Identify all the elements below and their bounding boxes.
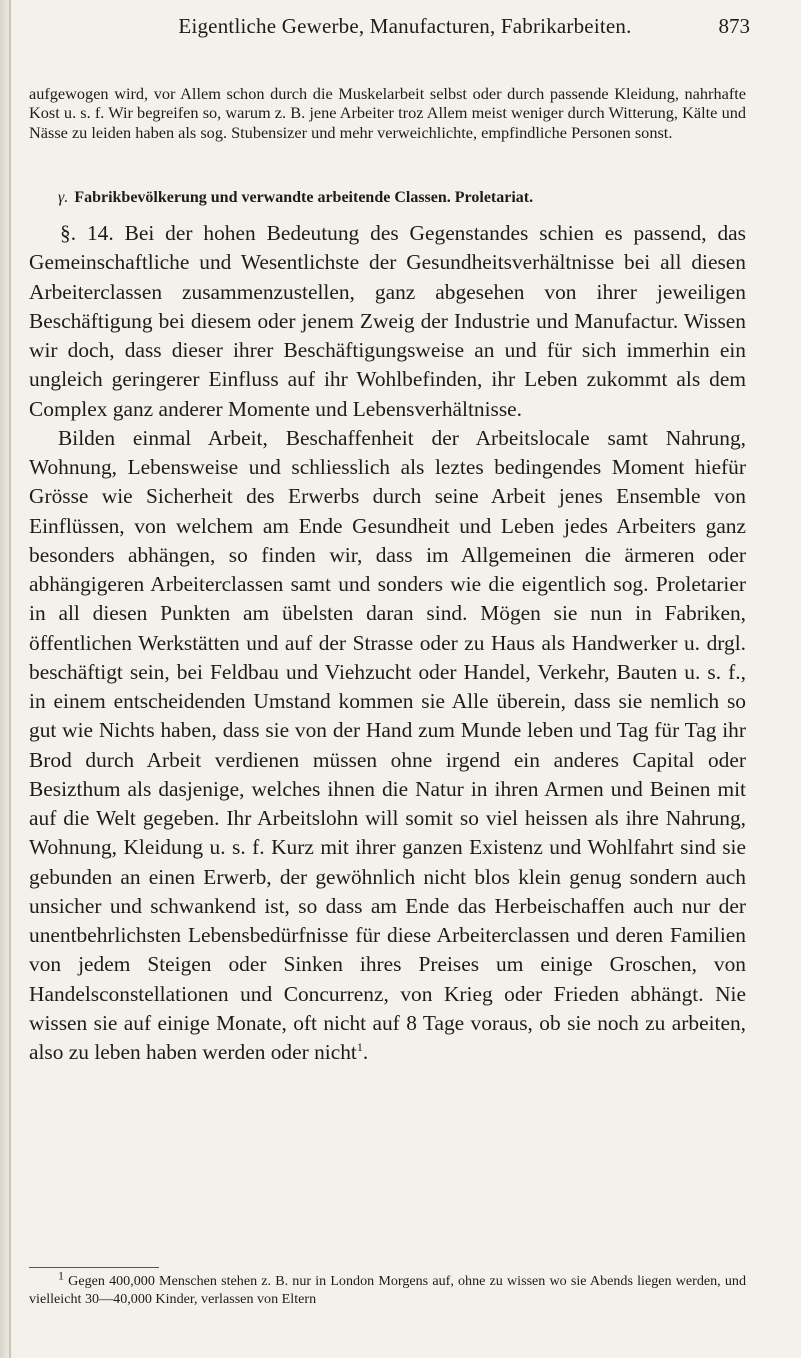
section-marker: γ. xyxy=(58,189,69,206)
running-head: Eigentliche Gewerbe, Manufacturen, Fabrikarbeiten. xyxy=(178,14,632,38)
paragraph-14: §. 14. Bei der hohen Bedeutung des Gegenstandes schien es passend, das Gemeinschaftliche und Wesentlichste der Gesundheitsverhältnisse bei all diesen Arbeiterclassen zusammenzustellen, ganz abgesehen von ihrer jeweiligen Beschäftigung bei diesem oder jenem Zweig der Industrie und Manufactur. Wissen wir doch, dass dieser ihrer Beschäftigungsweise an und für sich immerhin ein ungleich geringerer Einfluss auf ihr Wohlbefinden, ihr Leben zukommt als dem Complex ganz anderer Momente und Lebensverhältnisse. xyxy=(29,221,746,421)
footnote-text: Gegen 400,000 Menschen stehen z. B. nur in London Morgens auf, ohne zu wissen wo sie Abends liegen werden, und vielleicht 30—40,000 Kinder, verlassen von Eltern xyxy=(29,1273,746,1308)
footnote-number: 1 xyxy=(58,1268,64,1283)
intro-paragraph: aufgewogen wird, vor Allem schon durch die Muskelarbeit selbst oder durch passende Kleidung, nahrhafte Kost u. s. f. Wir begreifen so, warum z. B. jene Arbeiter troz Allem meist weniger durch Witterung, Kälte und Nässe zu leiden haben als sog. Stubensizer und mehr verweichlichte, empfindliche Personen sonst. xyxy=(29,84,746,142)
page-header xyxy=(60,14,750,54)
binding-edge xyxy=(9,0,11,1358)
footnote xyxy=(29,1268,746,1308)
footnote-divider xyxy=(29,1267,159,1268)
paragraph-continuation: Bilden einmal Arbeit, Beschaffenheit der Arbeitslocale samt Nahrung, Wohnung, Lebensweise und schliesslich als leztes bedingendes Moment hiefür Grösse wie Sicherheit des Erwerbs durch seine Arbeit jenes Ensemble von Einflüssen, von welchem am Ende Gesundheit und Leben jedes Arbeiters ganz besonders abhängen, so finden wir, dass im Allgemeinen die ärmeren oder abhängigeren Arbeiterclassen samt und sonders wie die eigentlich sog. Proletarier in all diesen Punkten am übelsten daran sind. Mögen sie nun in Fabriken, öffentlichen Werkstätten und auf der Strasse oder zu Haus als Handwerker u. drgl. beschäftigt sein, bei Feldbau und Viehzucht oder Handel, Verkehr, Bauten u. s. f., in einem entscheidenden Umstand kommen sie Alle überein, dass sie nemlich so gut wie Nichts haben, dass sie von der Hand zum Munde leben und Tag für Tag ihr Brod durch Arbeit verdienen müssen ohne irgend ein anderes Capital oder Besizthum als dasjenige, welches ihnen die Natur in ihren Armen und Beinen mit auf die Welt gegeben. Ihr Arbeitslohn will somit so viel heissen als ihre Nahrung, Wohnung, Kleidung u. s. f. Kurz mit ihrer ganzen Existenz und Wohlfahrt sind sie gebunden an einen Erwerb, der gewöhnlich nicht blos klein genug sondern auch unsicher und schwankend ist, so dass am Ende das Herbeischaffen auch nur der unentbehrlichsten Lebensbedürfnisse für diese Arbeiterclassen und deren Familien von jedem Steigen oder Sinken ihres Preises um einige Groschen, von Handelsconstellationen und Concurrenz, von Krieg oder Frieden abhängt. Nie wissen sie auf einige Monate, oft nicht auf 8 Tage voraus, ob sie noch zu arbeiten, also zu leben haben werden oder nicht$^1$. xyxy=(29,425,746,1064)
footnote-reference: 1 xyxy=(356,1039,363,1054)
section-heading xyxy=(58,189,738,207)
main-text xyxy=(29,219,746,1067)
section-title: Fabrikbevölkerung und verwandte arbeitende Classen. Proletariat. xyxy=(74,189,534,206)
page-number: 873 xyxy=(718,14,750,38)
paragraph-continuation-text: Bilden einmal Arbeit, Beschaffenheit der Arbeitslocale samt Nahrung, Wohnung, Lebensweise und schliesslich als leztes bedingendes Moment hiefür Grösse wie Sicherheit des Erwerbs durch seine Arbeit jenes Ensemble von Einflüssen, von welchem am Ende Gesundheit und Leben jedes Arbeiters ganz besonders abhängen, so finden wir, dass im Allgemeinen die ärmeren oder abhängigeren Arbeiterclassen samt und sonders wie die eigentlich sog. Proletarier in all diesen Punkten am übelsten daran sind. Mögen sie nun in Fabriken, öffentlichen Werkstätten und auf der Strasse oder zu Haus als Handwerker u. drgl. beschäftigt sein, bei Feldbau und Viehzucht oder Handel, Verkehr, Bauten u. s. f., in einem entscheidenden Umstand kommen sie Alle überein, dass sie nemlich so gut wie Nichts haben, dass sie von der Hand zum Munde leben und Tag für Tag ihr Brod durch Arbeit verdienen müssen ohne irgend ein anderes Capital oder Besizthum als dasjenige, welches ihnen die Natur in ihren Armen und Beinen mit auf die Welt gegeben. Ihr Arbeitslohn will somit so viel heissen als ihre Nahrung, Wohnung, Kleidung u. s. f. Kurz mit ihrer ganzen Existenz und Wohlfahrt sind sie gebunden an einen Erwerb, der gewöhnlich nicht blos klein genug sondern auch unsicher und schwankend ist, so dass am Ende das Herbeischaffen auch nur der unentbehrlichsten Lebensbedürfnisse für diese Arbeiterclassen und deren Familien von jedem Steigen oder Sinken ihres Preises um einige Groschen, von Handelsconstellationen und Concurrenz, von Krieg oder Frieden abhängt. Nie wissen sie auf einige Monate, oft nicht auf 8 Tage voraus, ob sie noch zu arbeiten, also zu leben haben werden oder nicht xyxy=(29,425,746,1064)
